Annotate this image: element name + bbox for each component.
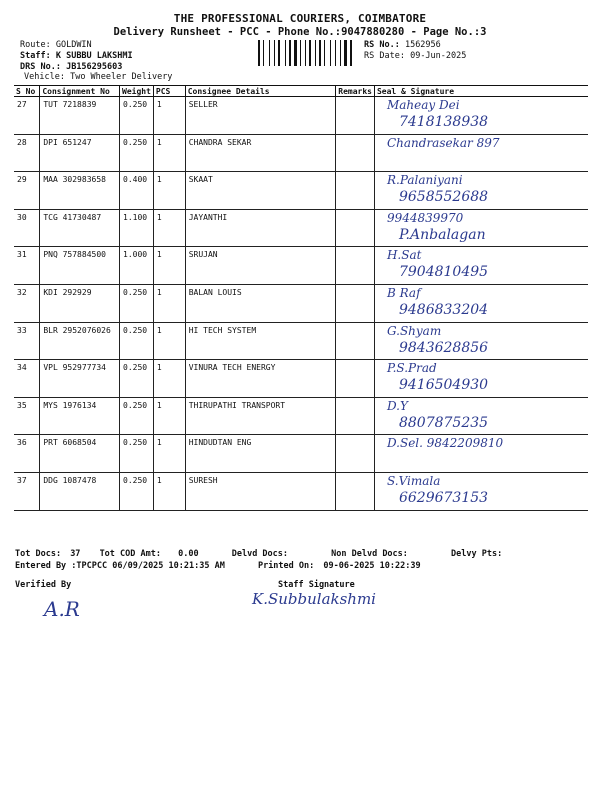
col-consignee: Consignee Details bbox=[185, 86, 336, 97]
handwritten-phone: P.Anbalagan bbox=[398, 226, 486, 243]
weight-cell: 1.000 bbox=[120, 247, 154, 285]
handwritten-signature: Chandrasekar 897 bbox=[386, 135, 500, 150]
barcode bbox=[258, 40, 354, 66]
verified-signature: A.R bbox=[44, 597, 80, 621]
consignment-cell: VPL 952977734 bbox=[40, 360, 120, 398]
consignment-cell: TUT 7218839 bbox=[40, 97, 120, 135]
consignee-cell: SURESH bbox=[185, 472, 336, 510]
weight-cell: 0.250 bbox=[120, 97, 154, 135]
consignee-cell: CHANDRA SEKAR bbox=[185, 134, 336, 172]
remarks-cell bbox=[336, 360, 375, 398]
vehicle-line: Vehicle: Two Wheeler Delivery bbox=[24, 72, 173, 82]
signature-cell bbox=[374, 472, 588, 510]
signature-cell bbox=[374, 360, 588, 398]
route-value: GOLDWIN bbox=[55, 40, 92, 50]
consignee-cell: SRUJAN bbox=[185, 247, 336, 285]
consignee-cell: JAYANTHI bbox=[185, 209, 336, 247]
table-row bbox=[14, 134, 588, 172]
col-signature: Seal & Signature bbox=[374, 86, 588, 97]
consignment-cell: TCG 41730487 bbox=[40, 209, 120, 247]
handwritten-phone: 8807875235 bbox=[398, 414, 489, 431]
signature-cell bbox=[374, 97, 588, 135]
printed-on-value: 09-06-2025 10:22:39 bbox=[323, 561, 421, 571]
document-title: THE PROFESSIONAL COURIERS, COIMBATORE bbox=[173, 12, 427, 25]
handwritten-signature: R.Palaniyani bbox=[386, 173, 463, 188]
remarks-cell bbox=[336, 247, 375, 285]
consignment-cell: PRT 6068504 bbox=[40, 435, 120, 473]
sno-cell: 30 bbox=[14, 209, 40, 247]
signature-cell bbox=[374, 284, 588, 322]
document-subtitle: Delivery Runsheet - PCC - Phone No.:9047880280 - Page No.:3 bbox=[113, 26, 487, 38]
sno-cell: 33 bbox=[14, 322, 40, 360]
col-weight: Weight bbox=[120, 86, 154, 97]
handwritten-signature: B Raf bbox=[386, 285, 421, 300]
handwritten-phone: 9658552688 bbox=[398, 189, 489, 206]
table-row bbox=[14, 97, 588, 135]
col-remarks: Remarks bbox=[336, 86, 375, 97]
pcs-cell: 1 bbox=[153, 172, 185, 210]
table-row bbox=[14, 322, 588, 360]
consignment-cell: DDG 1087478 bbox=[40, 472, 120, 510]
table-row bbox=[14, 472, 588, 510]
consignee-cell: THIRUPATHI TRANSPORT bbox=[185, 397, 336, 435]
consignment-cell: MYS 1976134 bbox=[40, 397, 120, 435]
staff-line: Staff: K SUBBU LAKSHMI bbox=[20, 51, 133, 61]
pcs-cell: 1 bbox=[153, 284, 185, 322]
consignment-cell: PNQ 757884500 bbox=[40, 247, 120, 285]
pcs-cell: 1 bbox=[153, 360, 185, 398]
consignee-cell: SELLER bbox=[185, 97, 336, 135]
table-row bbox=[14, 284, 588, 322]
handwritten-signature: D.Sel. 9842209810 bbox=[386, 436, 504, 451]
handwritten-phone: 7904810495 bbox=[398, 264, 489, 281]
table-row bbox=[14, 435, 588, 473]
table-header-row bbox=[14, 86, 588, 97]
consignment-cell: BLR 2952076026 bbox=[40, 322, 120, 360]
consignee-cell: SKAAT bbox=[185, 172, 336, 210]
tot-docs-value: 37 bbox=[70, 549, 81, 559]
col-consignment: Consignment No bbox=[40, 86, 120, 97]
pcs-cell: 1 bbox=[153, 322, 185, 360]
handwritten-phone: 9416504930 bbox=[398, 377, 489, 394]
table-row bbox=[14, 209, 588, 247]
remarks-cell bbox=[336, 172, 375, 210]
sno-cell: 37 bbox=[14, 472, 40, 510]
weight-cell: 0.250 bbox=[120, 472, 154, 510]
drs-line: DRS No.: JB156295603 bbox=[20, 62, 123, 72]
staff-signature-label: Staff Signature bbox=[278, 580, 355, 590]
signature-cell bbox=[374, 209, 588, 247]
pcs-cell: 1 bbox=[153, 435, 185, 473]
table-row bbox=[14, 172, 588, 210]
weight-cell: 0.400 bbox=[120, 172, 154, 210]
sno-cell: 31 bbox=[14, 247, 40, 285]
rs-date-line: RS Date: 09-Jun-2025 bbox=[364, 51, 467, 61]
signature-cell bbox=[374, 322, 588, 360]
weight-cell: 0.250 bbox=[120, 322, 154, 360]
remarks-cell bbox=[336, 134, 375, 172]
handwritten-signature: S.Vimala bbox=[386, 473, 441, 488]
pcs-cell: 1 bbox=[153, 397, 185, 435]
sno-cell: 27 bbox=[14, 97, 40, 135]
pcs-cell: 1 bbox=[153, 472, 185, 510]
remarks-cell bbox=[336, 97, 375, 135]
rs-date-value: 09-Jun-2025 bbox=[410, 51, 467, 61]
handwritten-phone: 9486833204 bbox=[398, 301, 489, 318]
signature-cell bbox=[374, 134, 588, 172]
handwritten-signature: Maheay Dei bbox=[386, 98, 460, 112]
pcs-cell: 1 bbox=[153, 97, 185, 135]
totals-line: Tot Docs: 37 Tot COD Amt: 0.00 Delvd Docs: Non Delvd Docs: Delvy Pts: bbox=[15, 549, 503, 559]
table-row bbox=[14, 397, 588, 435]
remarks-cell bbox=[336, 472, 375, 510]
vehicle-value: Two Wheeler Delivery bbox=[70, 72, 173, 82]
rs-no-line: RS No.: 1562956 bbox=[364, 40, 441, 50]
consignee-cell: BALAN LOUIS bbox=[185, 284, 336, 322]
rs-no-value: 1562956 bbox=[404, 40, 441, 50]
consignment-cell: DPI 651247 bbox=[40, 134, 120, 172]
remarks-cell bbox=[336, 284, 375, 322]
sno-cell: 32 bbox=[14, 284, 40, 322]
weight-cell: 1.100 bbox=[120, 209, 154, 247]
sno-cell: 28 bbox=[14, 134, 40, 172]
route-line: Route: GOLDWIN bbox=[20, 40, 92, 50]
consignee-cell: VINURA TECH ENERGY bbox=[185, 360, 336, 398]
remarks-cell bbox=[336, 209, 375, 247]
sno-cell: 36 bbox=[14, 435, 40, 473]
sno-cell: 35 bbox=[14, 397, 40, 435]
remarks-cell bbox=[336, 435, 375, 473]
drs-value: JB156295603 bbox=[66, 62, 123, 72]
col-sno: S No bbox=[14, 86, 40, 97]
consignee-cell: HINDUDTAN ENG bbox=[185, 435, 336, 473]
staff-signature: K.Subbulakshmi bbox=[252, 590, 376, 608]
consignment-cell: MAA 302983658 bbox=[40, 172, 120, 210]
remarks-cell bbox=[336, 397, 375, 435]
signature-cell bbox=[374, 247, 588, 285]
verified-by-label: Verified By bbox=[15, 580, 72, 590]
handwritten-signature: D.Y bbox=[386, 398, 408, 413]
col-pcs: PCS bbox=[153, 86, 185, 97]
sno-cell: 29 bbox=[14, 172, 40, 210]
table-row bbox=[14, 247, 588, 285]
pcs-cell: 1 bbox=[153, 247, 185, 285]
signature-cell bbox=[374, 397, 588, 435]
consignment-cell: KDI 292929 bbox=[40, 284, 120, 322]
handwritten-phone: 6629673153 bbox=[398, 489, 489, 506]
consignee-cell: HI TECH SYSTEM bbox=[185, 322, 336, 360]
weight-cell: 0.250 bbox=[120, 435, 154, 473]
handwritten-signature: P.S.Prad bbox=[386, 361, 437, 376]
table-row bbox=[14, 360, 588, 398]
sno-cell: 34 bbox=[14, 360, 40, 398]
handwritten-phone: 7418138938 bbox=[398, 114, 489, 130]
runsheet-table bbox=[14, 85, 588, 511]
handwritten-phone: 9843628856 bbox=[398, 339, 489, 356]
pcs-cell: 1 bbox=[153, 209, 185, 247]
remarks-cell bbox=[336, 322, 375, 360]
signature-cell bbox=[374, 435, 588, 473]
handwritten-signature: G.Shyam bbox=[386, 323, 442, 338]
handwritten-signature: H.Sat bbox=[386, 248, 422, 263]
weight-cell: 0.250 bbox=[120, 284, 154, 322]
staff-value: K SUBBU LAKSHMI bbox=[55, 51, 133, 61]
entry-line: Entered By :TPCPCC 06/09/2025 10:21:35 AM Printed On: 09-06-2025 10:22:39 bbox=[15, 561, 421, 571]
weight-cell: 0.250 bbox=[120, 134, 154, 172]
tot-cod-value: 0.00 bbox=[178, 549, 199, 559]
handwritten-signature: 9944839970 bbox=[386, 210, 464, 225]
signature-cell bbox=[374, 172, 588, 210]
weight-cell: 0.250 bbox=[120, 397, 154, 435]
entered-by-value: TPCPCC 06/09/2025 10:21:35 AM bbox=[76, 561, 225, 571]
weight-cell: 0.250 bbox=[120, 360, 154, 398]
pcs-cell: 1 bbox=[153, 134, 185, 172]
